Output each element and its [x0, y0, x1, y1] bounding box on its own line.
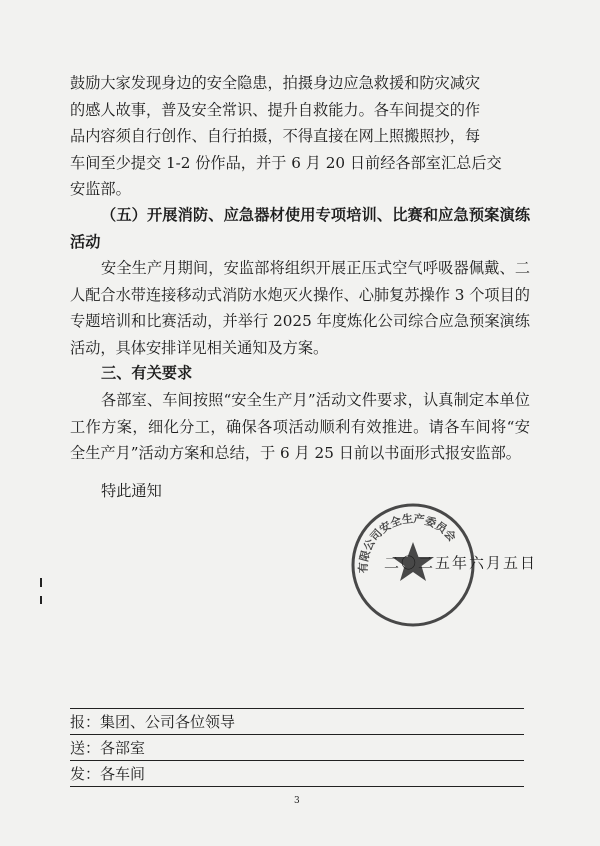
divider-line — [70, 734, 524, 735]
section-5-body: 安全生产月期间，安监部将组织开展正压式空气呼吸器佩戴、二人配合水带连接移动式消防水炮灭火操作、心肺复苏操作 3 个项目的专题培训和比赛活动，并举行 2025 年度炼化公司综合应急预案演练活动，具体安排详见相关通知及方案。 — [70, 259, 530, 357]
divider-line — [70, 708, 524, 709]
text-line: 鼓励大家发现身边的安全隐患，拍摄身边应急救援和防灾减灾 — [70, 74, 481, 92]
page-number: 3 — [294, 796, 300, 806]
distribution-report-to: 报：集团、公司各位领导 — [70, 713, 236, 731]
section-3-heading: 三、有关要求 — [101, 364, 193, 382]
text-line: 品内容须自行创作、自行拍摄，不得直接在网上照搬照抄，每 — [70, 127, 481, 145]
closing-text: 特此通知 — [101, 482, 162, 500]
text-line: 车间至少提交 1-2 份作品，并于 6 月 20 日前经各部室汇总后交 — [70, 153, 502, 172]
section-3-body: 各部室、车间按照“安全生产月”活动文件要求，认真制定本单位工作方案，细化分工，确保各项活动顺利有效推进。请各车间将“安全生产月”活动方案和总结，于 6 月 25 日前以书面形式报安监部。 — [70, 391, 530, 462]
scan-mark — [40, 596, 42, 604]
distribution-issue-to: 发：各车间 — [70, 765, 146, 783]
divider-line — [70, 786, 524, 787]
paragraph-photo-activity — [70, 70, 530, 203]
scan-mark — [40, 578, 42, 587]
issue-date: 二〇二五年六月五日 — [384, 554, 538, 572]
section-5-heading: （五）开展消防、应急器材使用专项培训、比赛和应急预案演练活动 — [70, 206, 530, 251]
divider-line — [70, 760, 524, 761]
text-line: 安监部。 — [70, 180, 131, 198]
seal-text: 有限公司安全生产委员会 — [356, 512, 459, 574]
text-line: 的感人故事，普及安全常识、提升自救能力。各车间提交的作 — [70, 100, 481, 119]
distribution-send-to: 送：各部室 — [70, 739, 146, 757]
